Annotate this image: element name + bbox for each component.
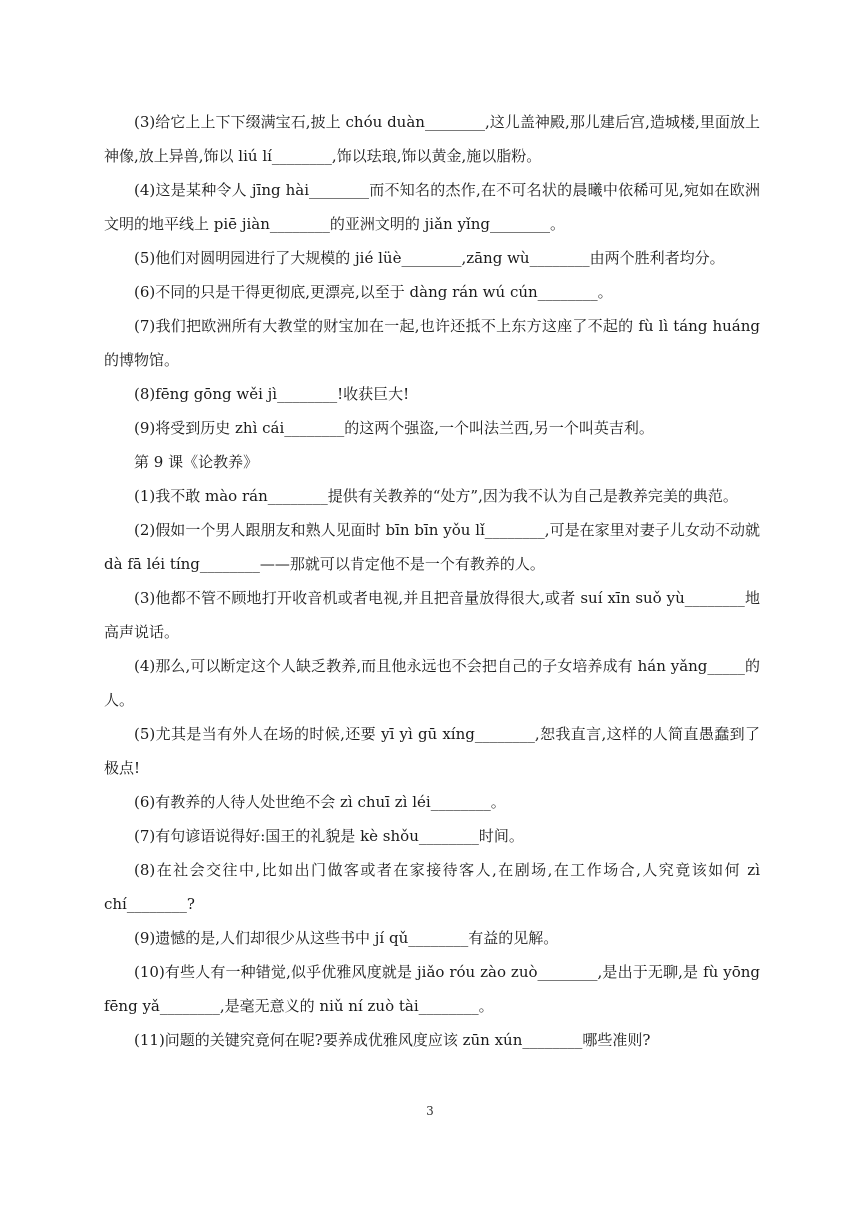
lesson9-item-3: (3)他都不管不顾地打开收音机或者电视,并且把音量放得很大,或者 suí xīn suǒ yù________地高声说话。 <box>104 589 760 641</box>
exercise-item-6: (6)不同的只是干得更彻底,更漂亮,以至于 dàng rán wú cún________。 <box>134 283 613 301</box>
lesson9-item-11: (11)问题的关键究竟何在呢?要养成优雅风度应该 zūn xún________哪些准则? <box>134 1031 651 1049</box>
lesson9-item-4: (4)那么,可以断定这个人缺乏教养,而且他永远也不会把自己的子女培养成有 hán yǎng_____的人。 <box>104 657 760 709</box>
lesson-heading: 第 9 课《论教养》 <box>134 453 259 471</box>
lesson9-item-2: (2)假如一个男人跟朋友和熟人见面时 bīn bīn yǒu lǐ________,可是在家里对妻子儿女动不动就 dà fā léi tíng________——那就可以肯定他不是一个有教养的人。 <box>104 521 760 573</box>
lesson9-item-6: (6)有教养的人待人处世绝不会 zì chuī zì léi________。 <box>134 793 506 811</box>
exercise-item-7: (7)我们把欧洲所有大教堂的财宝加在一起,也许还抵不上东方这座了不起的 fù lì táng huáng 的博物馆。 <box>104 317 760 369</box>
exercise-item-5: (5)他们对圆明园进行了大规模的 jié lüè________,zāng wù________由两个胜利者均分。 <box>134 249 725 267</box>
exercise-item-4: (4)这是某种令人 jīng hài________而不知名的杰作,在不可名状的晨曦中依稀可见,宛如在欧洲文明的地平线上 piē jiàn________的亚洲文明的 jiǎn yǐng________。 <box>104 181 760 233</box>
page-content <box>104 105 760 1057</box>
lesson9-item-5: (5)尤其是当有外人在场的时候,还要 yī yì gū xíng________,恕我直言,这样的人简直愚蠢到了极点! <box>104 725 760 777</box>
exercise-item-8: (8)fēng gōng wěi jì________!收获巨大! <box>134 385 410 403</box>
lesson9-item-7: (7)有句谚语说得好:国王的礼貌是 kè shǒu________时间。 <box>134 827 524 845</box>
lesson9-item-9: (9)遗憾的是,人们却很少从这些书中 jí qǔ________有益的见解。 <box>134 929 559 947</box>
lesson9-item-1: (1)我不敢 mào rán________提供有关教养的“处方”,因为我不认为自己是教养完美的典范。 <box>134 487 738 505</box>
exercise-item-3: (3)给它上上下下缀满宝石,披上 chóu duàn________,这儿盖神殿,那儿建后宫,造城楼,里面放上神像,放上异兽,饰以 liú lí________,饰以珐琅,饰以黄金,施以脂粉。 <box>104 113 760 165</box>
lesson9-item-10: (10)有些人有一种错觉,似乎优雅风度就是 jiǎo róu zào zuò________,是出于无聊,是 fù yōng fēng yǎ________,是毫无意义的 niǔ ní zuò tài________。 <box>104 963 760 1015</box>
page-number: 3 <box>426 1104 434 1118</box>
exercise-item-9: (9)将受到历史 zhì cái________的这两个强盗,一个叫法兰西,另一个叫英吉利。 <box>134 419 654 437</box>
lesson9-item-8: (8)在社会交往中,比如出门做客或者在家接待客人,在剧场,在工作场合,人究竟该如何 zì chí________? <box>104 861 760 913</box>
